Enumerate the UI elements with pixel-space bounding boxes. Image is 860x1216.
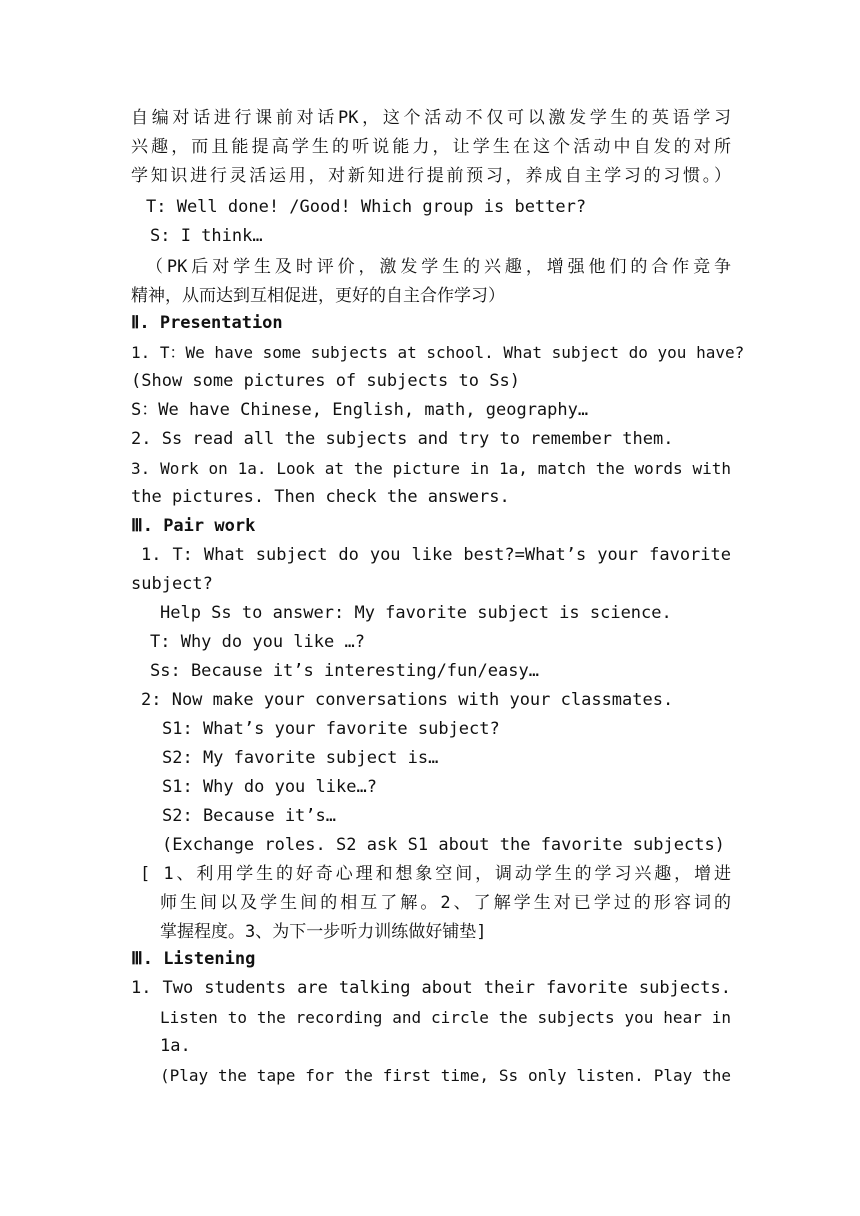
paragraph-line: S：We have Chinese, English, math, geography… (131, 400, 589, 420)
section-heading-pair-work: Ⅲ. Pair work (131, 516, 256, 536)
paragraph-line: 1. T: What subject do you like best?=What’s your favorite (141, 545, 731, 565)
paragraph-line: 1. Two students are talking about their favorite subjects. (131, 978, 731, 998)
dialogue-line: T: Why do you like …? (150, 632, 365, 652)
dialogue-line: S2: My favorite subject is… (162, 748, 439, 768)
comment-line: 掌握程度。3、为下一步听力训练做好铺垫] (160, 922, 487, 942)
dialogue-line: S1: What’s your favorite subject? (162, 719, 500, 739)
paragraph-line: 兴趣，而且能提高学生的听说能力，让学生在这个活动中自发的对所 (131, 137, 731, 157)
paragraph-line: 2. Ss read all the subjects and try to remember them. (131, 429, 674, 449)
comment-line: [ 1、利用学生的好奇心理和想象空间，调动学生的学习兴趣，增进 (140, 864, 731, 884)
dialogue-line: T: Well done! /Good! Which group is better? (146, 197, 587, 217)
paragraph-line: the pictures. Then check the answers. (131, 487, 510, 507)
comment-line: 精神，从而达到互相促进，更好的自主合作学习） (131, 286, 505, 306)
paragraph-line: (Exchange roles. S2 ask S1 about the favorite subjects) (162, 835, 725, 855)
comment-line: （PK后对学生及时评价，激发学生的兴趣，增强他们的合作竞争 (146, 257, 731, 277)
paragraph-line: 学知识进行灵活运用，对新知进行提前预习，养成自主学习的习惯。） (131, 166, 731, 186)
paragraph-line: (Play the tape for the first time, Ss only listen. Play the (160, 1066, 731, 1085)
section-heading-listening: Ⅲ. Listening (131, 949, 256, 969)
dialogue-line: S1: Why do you like…? (162, 777, 377, 797)
dialogue-line: S2: Because it’s… (162, 806, 336, 826)
paragraph-line: (Show some pictures of subjects to Ss) (131, 371, 520, 391)
paragraph-line: 1. T：We have some subjects at school. What subject do you have? (131, 343, 745, 362)
section-heading-presentation: Ⅱ. Presentation (131, 313, 283, 333)
dialogue-line: S: I think… (150, 226, 263, 246)
paragraph-line: Listen to the recording and circle the subjects you hear in (160, 1008, 731, 1027)
paragraph-line: 3. Work on 1a. Look at the picture in 1a, match the words with (131, 459, 731, 478)
paragraph-line: 2: Now make your conversations with your classmates. (141, 690, 674, 710)
paragraph-line: subject? (131, 574, 213, 594)
paragraph-line: 1a. (160, 1036, 191, 1056)
dialogue-line: Ss: Because it’s interesting/fun/easy… (150, 661, 539, 681)
paragraph-line: Help Ss to answer: My favorite subject is science. (160, 603, 672, 623)
paragraph-line: 自编对话进行课前对话PK，这个活动不仅可以激发学生的英语学习 (131, 108, 731, 128)
comment-line: 师生间以及学生间的相互了解。2、了解学生对已学过的形容词的 (160, 893, 731, 913)
